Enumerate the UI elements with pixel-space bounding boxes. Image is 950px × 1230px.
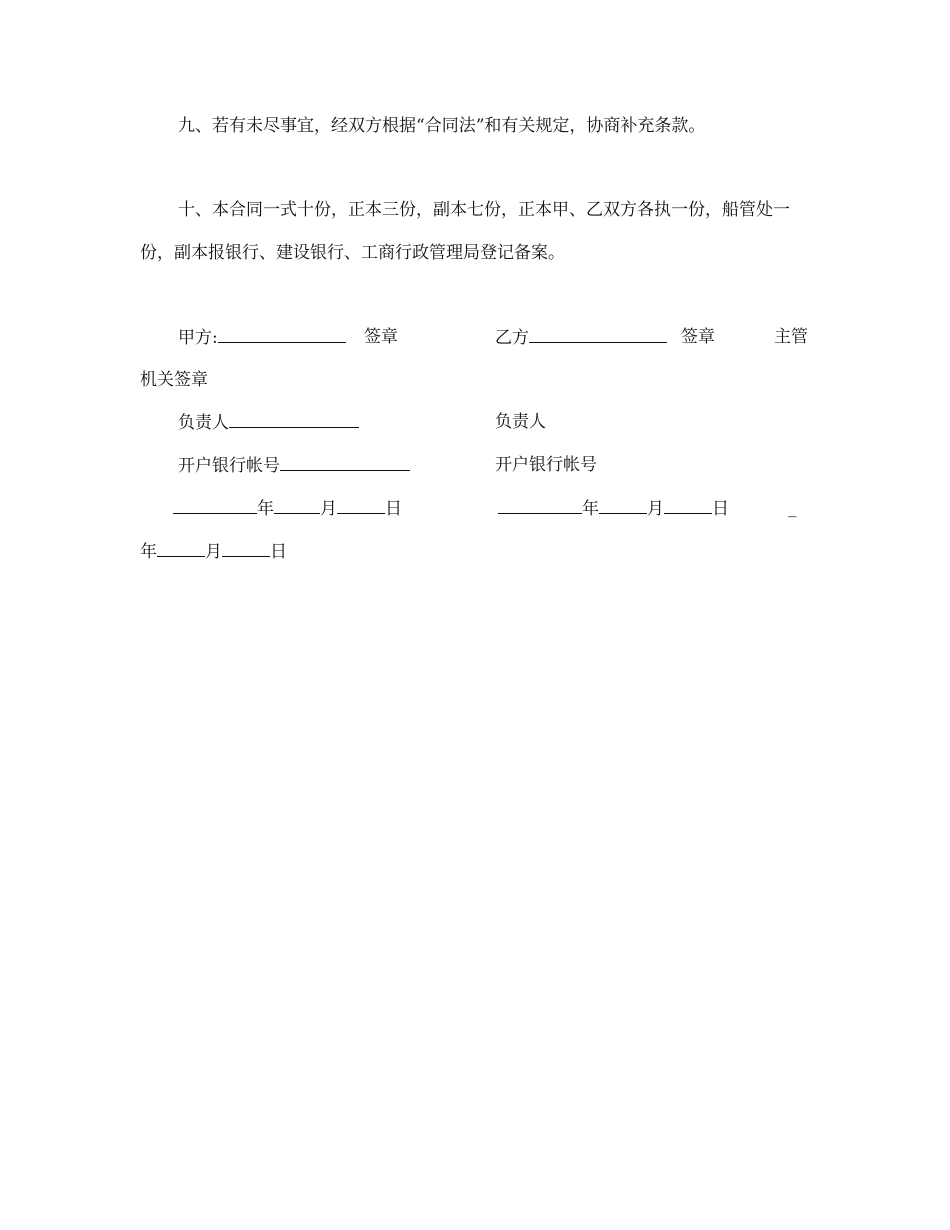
party-a-seal xyxy=(364,326,398,348)
bank-account-a xyxy=(178,454,410,476)
date-a-day-blank[interactable] xyxy=(337,497,385,514)
date-b-day: 日 xyxy=(712,499,729,519)
authority-seal-part-1 xyxy=(774,326,808,348)
party-a-label: 甲方: xyxy=(178,328,218,348)
date-b-year: 年 xyxy=(582,499,599,519)
bank-account-b xyxy=(495,454,597,476)
authority-label-2: 机关签章 xyxy=(140,370,208,390)
date-a-month-blank[interactable] xyxy=(274,497,320,514)
responsible-a-blank[interactable] xyxy=(229,411,359,428)
date-a-day: 日 xyxy=(385,499,402,519)
date-c-underscore: _ xyxy=(788,498,797,518)
clause-ten-line-1 xyxy=(178,199,790,221)
party-a-blank[interactable] xyxy=(218,326,346,343)
bank-account-a-blank[interactable] xyxy=(280,454,410,471)
date-b-year-blank[interactable] xyxy=(498,497,582,514)
responsible-b xyxy=(495,411,546,433)
date-a xyxy=(173,497,402,519)
date-b-day-blank[interactable] xyxy=(664,497,712,514)
clause-ten-line-2 xyxy=(140,242,565,264)
bank-account-a-label: 开户银行帐号 xyxy=(178,456,280,476)
date-b-month: 月 xyxy=(647,499,664,519)
party-b-seal-label: 签章 xyxy=(681,327,715,347)
date-a-year-blank[interactable] xyxy=(173,497,257,514)
clause-ten-text-1: 十、本合同一式十份，正本三份，副本七份，正本甲、乙双方各执一份，船管处一 xyxy=(178,200,790,220)
party-b-signature xyxy=(495,326,667,348)
date-c-month-blank[interactable] xyxy=(157,540,205,557)
date-b-month-blank[interactable] xyxy=(599,497,647,514)
date-c xyxy=(140,540,287,562)
responsible-a-label: 负责人 xyxy=(178,413,229,433)
party-a-seal-label: 签章 xyxy=(364,327,398,347)
party-b-seal xyxy=(681,326,715,348)
clause-nine-text: 九、若有未尽事宜，经双方根据“合同法”和有关规定，协商补充条款。 xyxy=(178,116,706,136)
party-b-label: 乙方 xyxy=(495,328,529,348)
bank-account-b-label: 开户银行帐号 xyxy=(495,455,597,475)
date-c-blank-start xyxy=(788,497,797,519)
party-a-signature xyxy=(178,326,346,348)
clause-nine xyxy=(178,115,705,137)
date-a-month: 月 xyxy=(320,499,337,519)
party-b-blank[interactable] xyxy=(529,326,667,343)
date-b xyxy=(498,497,729,519)
date-c-month: 月 xyxy=(205,542,222,562)
responsible-b-label: 负责人 xyxy=(495,412,546,432)
authority-label-1: 主管 xyxy=(774,327,808,347)
authority-seal-part-2 xyxy=(140,369,208,391)
clause-ten-text-2: 份，副本报银行、建设银行、工商行政管理局登记备案。 xyxy=(140,243,565,263)
date-c-day-blank[interactable] xyxy=(222,540,270,557)
date-c-day: 日 xyxy=(270,542,287,562)
date-a-year: 年 xyxy=(257,499,274,519)
date-c-year: 年 xyxy=(140,542,157,562)
responsible-a xyxy=(178,411,359,433)
